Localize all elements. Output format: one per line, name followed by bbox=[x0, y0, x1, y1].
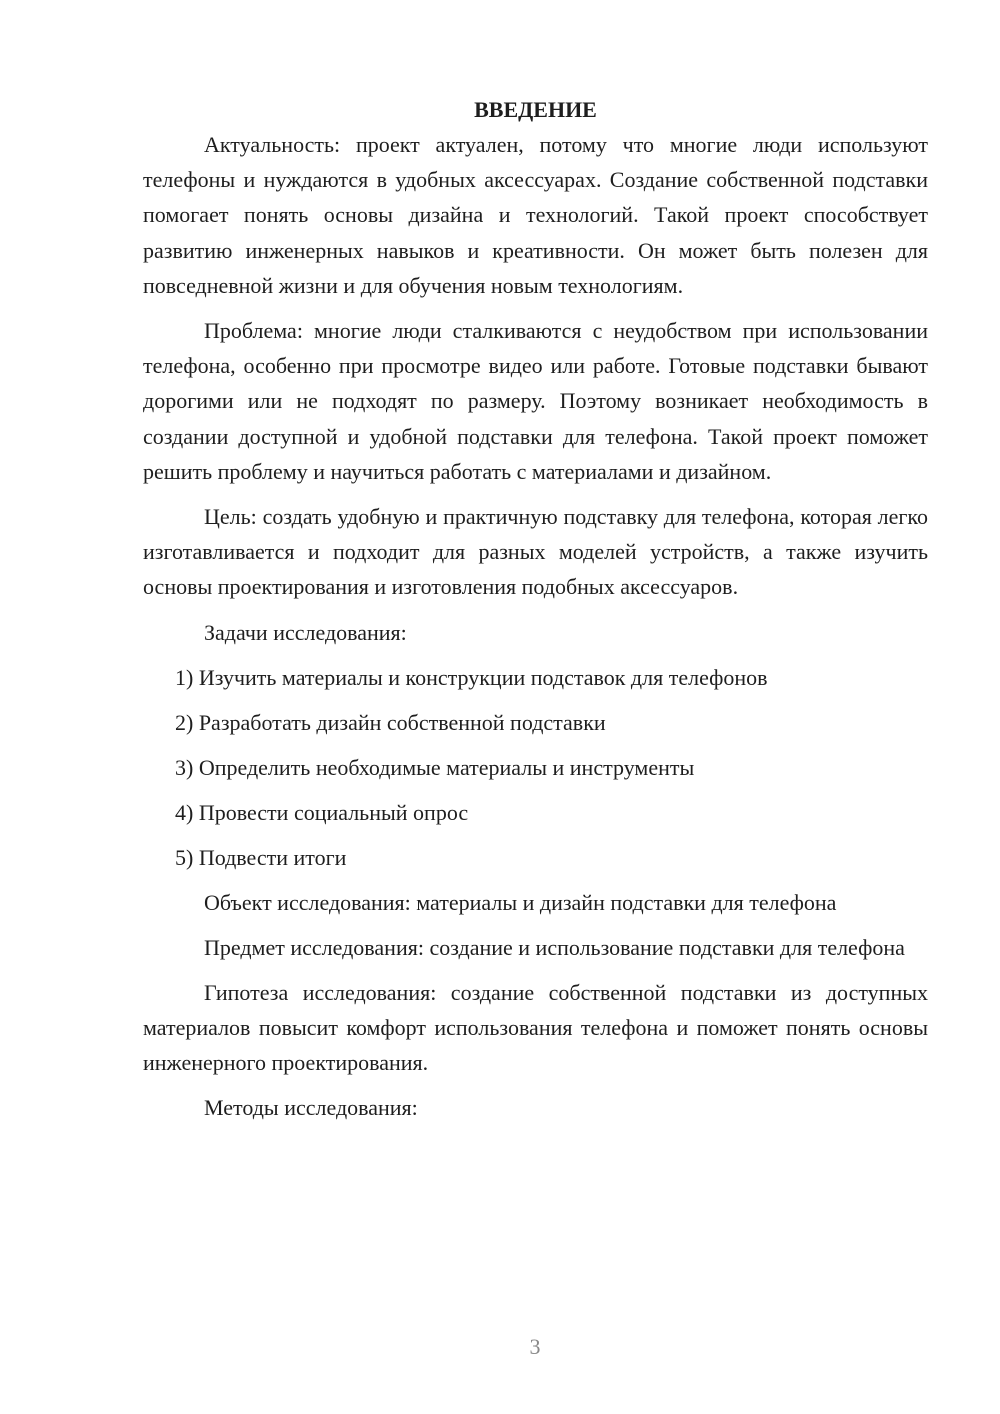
problem-paragraph: Проблема: многие люди сталкиваются с неудобством при использовании телефона, особенно при просмотре видео или работе. Готовые подставки бывают дорогими или не подходят по размеру. Поэтому возникает необходимость в создании доступной и удобной подставки для телефона. Такой проект поможет решить проблему и научиться работать с материалами и дизайном. bbox=[143, 318, 928, 484]
task-item: 1) Изучить материалы и конструкции подставок для телефонов bbox=[175, 664, 768, 690]
object-paragraph: Объект исследования: материалы и дизайн подставки для телефона bbox=[204, 889, 837, 915]
hypothesis-paragraph: Гипотеза исследования: создание собственной подставки из доступных материалов повысит комфорт использования телефона и поможет понять основы инженерного проектирования. bbox=[143, 979, 928, 1076]
subject-paragraph: Предмет исследования: создание и использование подставки для телефона bbox=[204, 934, 905, 960]
methods-heading: Методы исследования: bbox=[204, 1095, 418, 1121]
tasks-heading: Задачи исследования: bbox=[204, 619, 407, 645]
document-page bbox=[143, 92, 928, 1135]
section-heading: ВВЕДЕНИЕ bbox=[474, 97, 597, 122]
tasks-list bbox=[143, 660, 928, 875]
task-item: 5) Подвести итоги bbox=[175, 844, 347, 870]
task-item: 2) Разработать дизайн собственной подставки bbox=[175, 709, 606, 735]
relevance-paragraph: Актуальность: проект актуален, потому что многие люди используют телефоны и нуждаются в удобных аксессуарах. Создание собственной подставки помогает понять основы дизайна и технологий. Такой проект способствует развитию инженерных навыков и креативности. Он может быть полезен для повседневной жизни и для обучения новым технологиям. bbox=[143, 132, 928, 298]
page-number: 3 bbox=[529, 1334, 541, 1359]
task-item: 3) Определить необходимые материалы и инструменты bbox=[175, 754, 695, 780]
task-item: 4) Провести социальный опрос bbox=[175, 799, 469, 825]
goal-paragraph: Цель: создать удобную и практичную подставку для телефона, которая легко изготавливается и подходит для разных моделей устройств, а также изучить основы проектирования и изготовления подобных аксессуаров. bbox=[143, 504, 928, 600]
